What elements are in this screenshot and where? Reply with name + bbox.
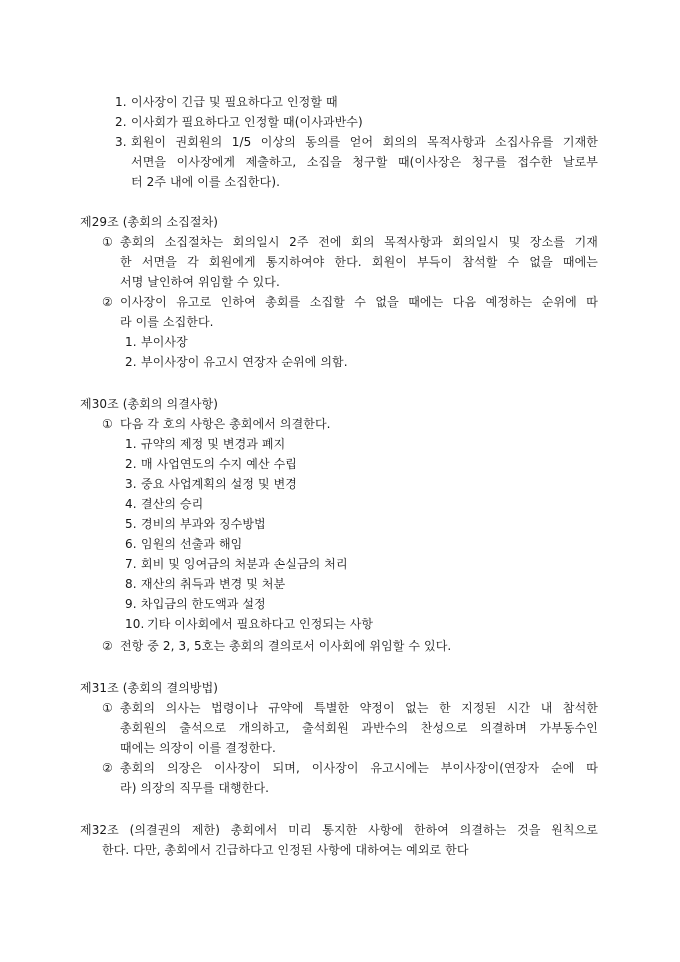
- art29-item-2: 2. 부이사장이 유고시 연장자 순위에 의함.: [125, 355, 348, 369]
- art31-p1-line-3: 때에는 의장이 이를 결정한다.: [120, 741, 276, 755]
- art31-p2-line-1: 총회의 의장은 이사장이 되며, 이사장이 유고시에는 부이사장이(연장자 순에 따: [120, 761, 598, 775]
- art30-item-5: 5. 경비의 부과와 징수방법: [125, 517, 266, 531]
- art30-item-4: 4. 결산의 승리: [125, 497, 204, 511]
- art29-p2-line-1: 이사장이 유고로 인하여 총회를 소집할 수 없을 때에는 다음 예정하는 순위에 따: [120, 295, 598, 309]
- art30-item-7: 7. 회비 및 잉여금의 처분과 손실금의 처리: [125, 557, 348, 571]
- intro-item-3-line-1: 회원이 권회원의 1/5 이상의 동의를 얻어 회의의 목적사항과 소집사유를 기재한: [131, 135, 598, 149]
- art31-p2-marker: ②: [102, 761, 113, 775]
- art30-title: 제30조 (총회의 의결사항): [80, 397, 219, 411]
- art31-p1-marker: ①: [102, 701, 113, 715]
- art29-item-1: 1. 부이사장: [125, 335, 188, 349]
- art29-p1-marker: ①: [102, 235, 113, 249]
- art30-p2: ② 전항 중 2, 3, 5호는 총회의 결의로서 이사회에 위임할 수 있다.: [102, 639, 452, 653]
- art30-item-8: 8. 재산의 취득과 변경 및 처분: [125, 577, 286, 591]
- art30-item-1: 1. 규약의 제정 및 변경과 폐지: [125, 437, 286, 451]
- art31-p1-line-2: 총회원의 출석으로 개의하고, 출석회원 과반수의 찬성으로 의결하며 가부동수인: [120, 721, 598, 735]
- intro-item-3-marker: 3.: [115, 135, 127, 149]
- art29-p1-line-1: 총회의 소집절차는 회의일시 2주 전에 회의 목적사항과 회의일시 및 장소를 기재: [120, 235, 598, 249]
- art29-p1-line-3: 서명 날인하여 위임할 수 있다.: [120, 275, 280, 289]
- art30-p1: ① 다음 각 호의 사항은 총회에서 의결한다.: [102, 417, 331, 431]
- intro-item-2: 2. 이사회가 필요하다고 인정할 때(이사과반수): [115, 115, 363, 129]
- intro-item-3-line-3: 터 2주 내에 이를 소집한다).: [131, 175, 281, 189]
- art30-item-10: 10. 기타 이사회에서 필요하다고 인정되는 사항: [125, 617, 374, 631]
- intro-item-1: 1. 이사장이 긴급 및 필요하다고 인정할 때: [115, 95, 338, 109]
- art31-p2-line-2: 라) 의장의 직무를 대행한다.: [120, 781, 270, 795]
- art29-p2-marker: ②: [102, 295, 113, 309]
- art29-title: 제29조 (총회의 소집절차): [80, 215, 219, 229]
- art30-item-9: 9. 차입금의 한도액과 설정: [125, 597, 266, 611]
- art30-item-2: 2. 매 사업연도의 수지 예산 수립: [125, 457, 297, 471]
- art32-line-2: 한다. 다만, 총회에서 긴급하다고 인정된 사항에 대하여는 예외로 한다: [102, 843, 469, 857]
- art32-line-1: 제32조 (의결권의 제한) 총회에서 미리 통지한 사항에 한하여 의결하는 것을 원칙으로: [80, 823, 598, 837]
- art30-item-6: 6. 임원의 선출과 해임: [125, 537, 243, 551]
- intro-item-3-line-2: 서면을 이사장에게 제출하고, 소집을 청구할 때(이사장은 청구를 접수한 날로부: [131, 155, 598, 169]
- art29-p1-line-2: 한 서면을 각 회원에게 통지하여야 한다. 회원이 부득이 참석할 수 없을 때에는: [120, 255, 598, 269]
- art30-item-3: 3. 중요 사업계획의 설정 및 변경: [125, 477, 297, 491]
- art31-p1-line-1: 총회의 의사는 법령이나 규약에 특별한 약정이 없는 한 지정된 시간 내 참석한: [120, 701, 598, 715]
- art29-p2-line-2: 라 이를 소집한다.: [120, 315, 214, 329]
- art31-title: 제31조 (총회의 결의방법): [80, 681, 219, 695]
